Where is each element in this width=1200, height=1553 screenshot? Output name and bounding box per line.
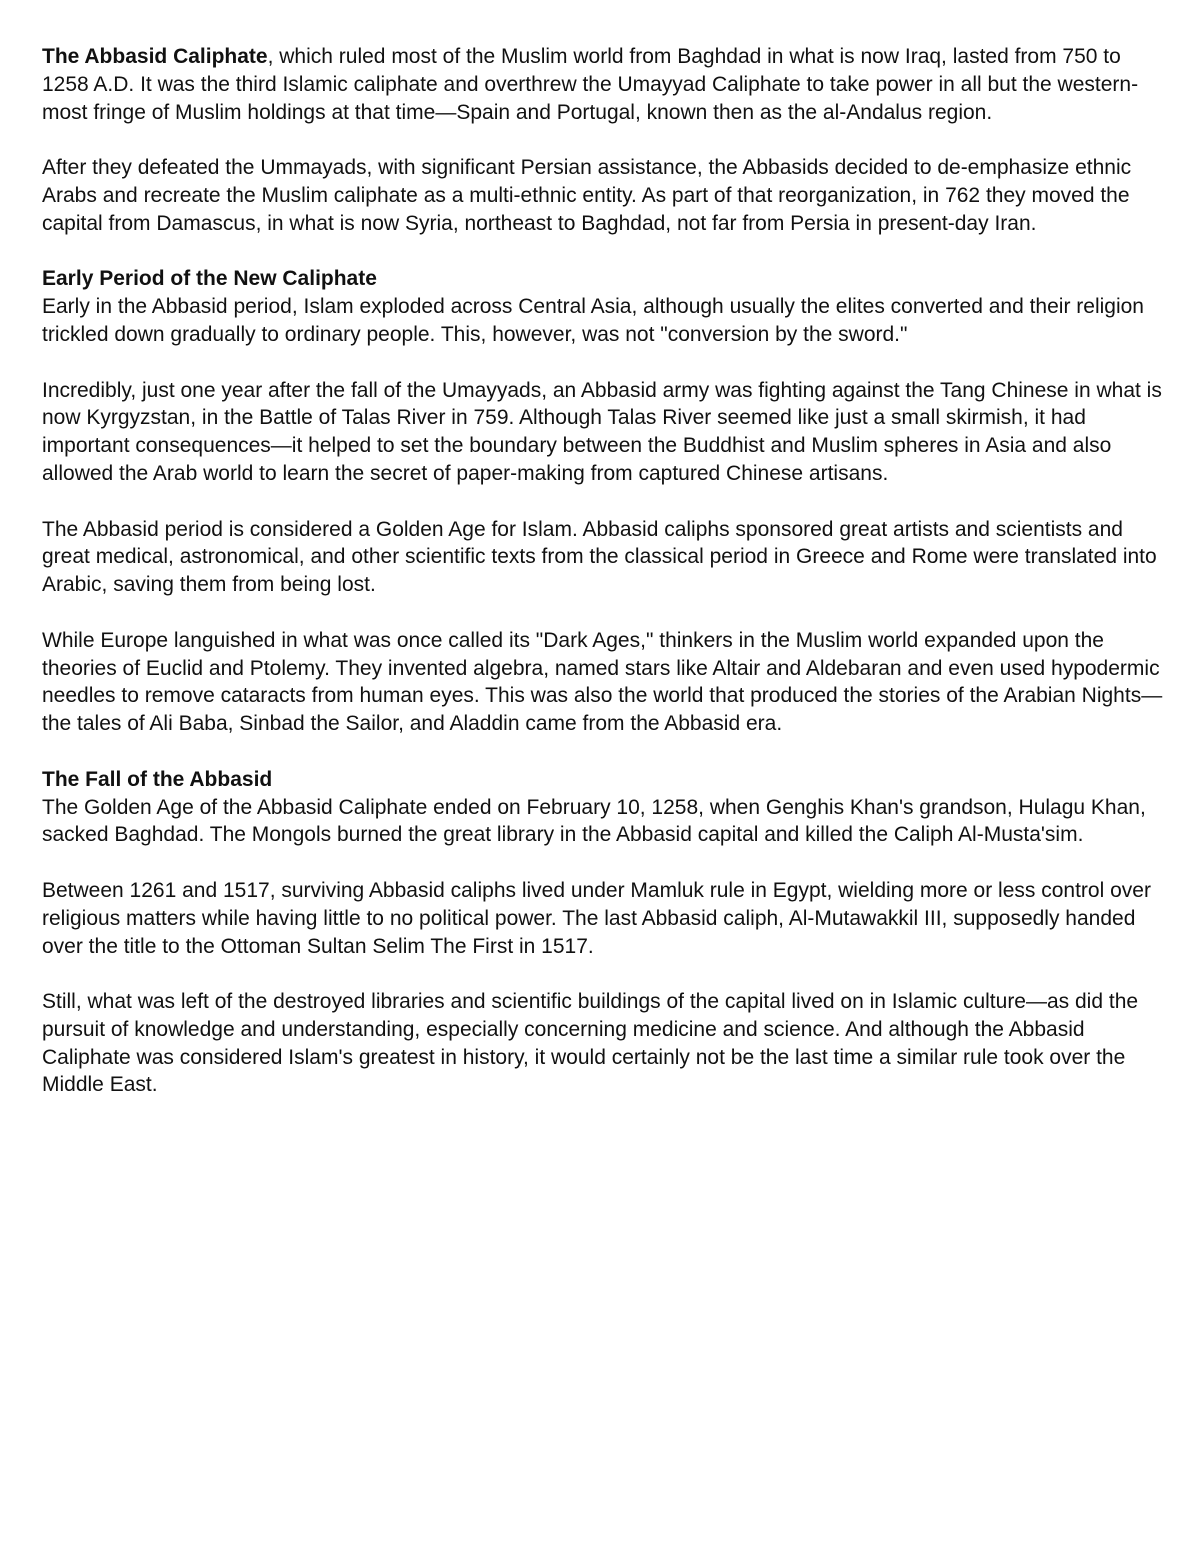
intro-paragraph-1-text: , which ruled most of the Muslim world from Baghdad in what is now Iraq, lasted from 750 to 1258 A.D. It was the third Islamic caliphate and overthrew the Umayyad Caliphate to take power in all but the western-most fringe of Muslim holdings at that time—Spain and Portugal, known then as the al-Andalus region. bbox=[42, 45, 1139, 124]
early-period-paragraph-4: While Europe languished in what was once called its "Dark Ages," thinkers in the Muslim world expanded upon the theories of Euclid and Ptolemy. They invented algebra, named stars like Altair and Aldebaran and even used hypodermic needles to remove cataracts from human eyes. This was also the world that produced the stories of the Arabian Nights—the tales of Ali Baba, Sinbad the Sailor, and Aladdin came from the Abbasid era. bbox=[42, 628, 1163, 736]
fall-paragraph-2: Between 1261 and 1517, surviving Abbasid caliphs lived under Mamluk rule in Egypt, wielding more or less control over religious matters while having little to no political power. The last Abbasid caliph, Al-Mutawakkil III, supposedly handed over the title to the Ottoman Sultan Selim The First in 1517. bbox=[42, 878, 1151, 958]
intro-paragraph-1 bbox=[42, 43, 1167, 126]
fall-paragraph-3: Still, what was left of the destroyed libraries and scientific buildings of the capital lived on in Islamic culture—as did the pursuit of knowledge and understanding, especially concerning medicine and science. And although the Abbasid Caliphate was considered Islam's greatest in history, it would certainly not be the last time a similar rule took over the Middle East. bbox=[42, 990, 1139, 1097]
early-period-paragraph-1: Early in the Abbasid period, Islam exploded across Central Asia, although usually the elites converted and their religion trickled down gradually to ordinary people. This, however, was not "conversion by the sword." bbox=[42, 295, 1144, 346]
document-body bbox=[42, 43, 1167, 1127]
fall-heading: The Fall of the Abbasid bbox=[42, 767, 273, 791]
early-period-heading: Early Period of the New Caliphate bbox=[42, 267, 377, 291]
early-period-paragraph-3: The Abbasid period is considered a Golden Age for Islam. Abbasid caliphs sponsored great artists and scientists and great medical, astronomical, and other scientific texts from the classical period in Greece and Rome were translated into Arabic, saving them from being lost. bbox=[42, 517, 1157, 597]
fall-paragraph-1: The Golden Age of the Abbasid Caliphate ended on February 10, 1258, when Genghis Khan's grandson, Hulagu Khan, sacked Baghdad. The Mongols burned the great library in the Abbasid capital and killed the Caliph Al-Musta'sim. bbox=[42, 795, 1146, 847]
early-period-section bbox=[42, 265, 1167, 348]
intro-paragraph-2: After they defeated the Ummayads, with significant Persian assistance, the Abbasids decided to de-emphasize ethnic Arabs and recreate the Muslim caliphate as a multi-ethnic entity. As part of that reorganization, in 762 they moved the capital from Damascus, in what is now Syria, northeast to Baghdad, not far from Persia in present-day Iran. bbox=[42, 156, 1132, 235]
intro-lead-title: The Abbasid Caliphate bbox=[42, 45, 268, 68]
fall-section bbox=[42, 766, 1167, 849]
early-period-paragraph-2: Incredibly, just one year after the fall of the Umayyads, an Abbasid army was fighting against the Tang Chinese in what is now Kyrgyzstan, in the Battle of Talas River in 759. Although Talas River seemed like just a small skirmish, it had important consequences—it helped to set the boundary between the Buddhist and Muslim spheres in Asia and also allowed the Arab world to learn the secret of paper-making from captured Chinese artisans. bbox=[42, 378, 1162, 485]
